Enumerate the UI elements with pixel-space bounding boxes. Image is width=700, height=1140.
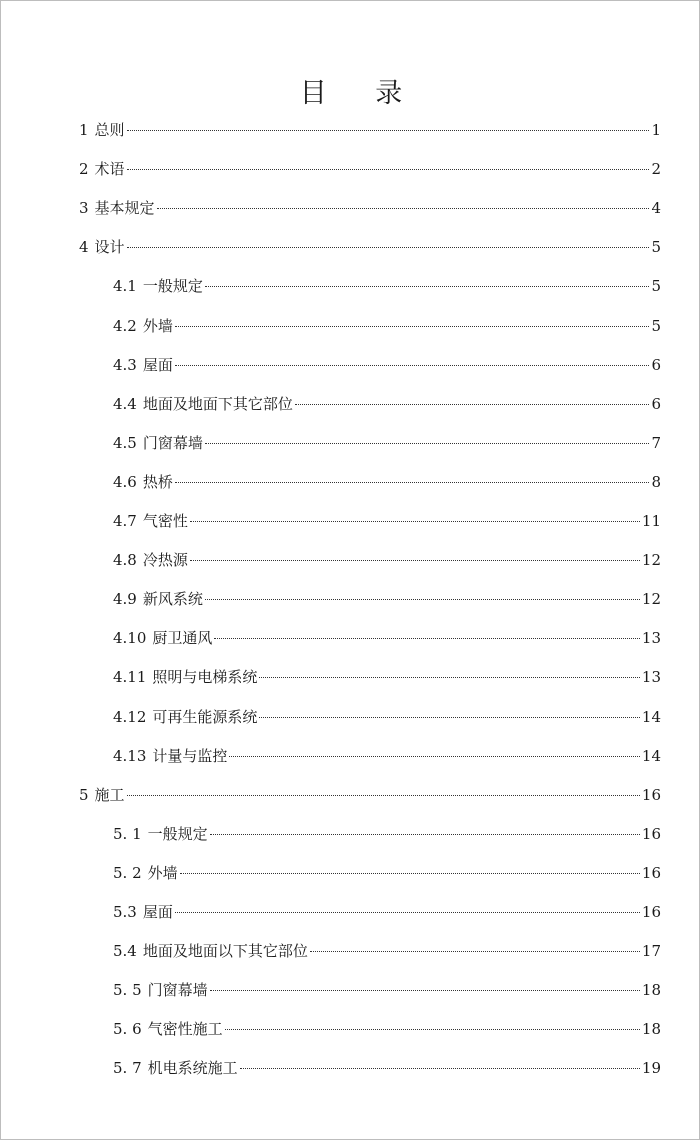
toc-entry-page-number: 8 — [651, 472, 661, 491]
toc-entry-page-number: 11 — [641, 512, 661, 530]
toc-entry-title: 地面及地面下其它部位 — [142, 394, 293, 413]
toc-entry-page-number: 13 — [641, 668, 661, 687]
toc-entry-page-number: 14 — [641, 746, 661, 765]
toc-entry-page-number: 5 — [651, 277, 661, 296]
toc-entry-number: 5. 1 — [113, 824, 142, 843]
toc-entry-title: 门窗幕墙 — [142, 433, 203, 452]
dot-leader — [229, 756, 639, 757]
toc-entry-title: 总则 — [94, 121, 125, 139]
toc-entry-title: 地面及地面以下其它部位 — [142, 942, 308, 961]
toc-entry-page-number: 16 — [641, 863, 661, 882]
toc-entry-page-number: 5 — [651, 316, 661, 335]
dot-leader — [210, 990, 640, 991]
toc-entry[interactable] — [113, 275, 661, 297]
toc-entry[interactable] — [113, 940, 661, 962]
toc-entry-title: 屋面 — [142, 355, 173, 374]
toc-entry-number: 4.5 — [113, 433, 137, 452]
toc-entry-number: 5.4 — [113, 942, 137, 961]
toc-entry-number: 4.7 — [113, 512, 137, 530]
toc-entry-number: 4.13 — [113, 746, 147, 765]
dot-leader — [205, 599, 640, 600]
toc-entry-page-number: 16 — [641, 903, 661, 921]
toc-entry[interactable] — [113, 549, 661, 571]
toc-entry-page-number: 2 — [651, 160, 661, 179]
dot-leader — [205, 286, 650, 287]
toc-entry-page-number: 19 — [641, 1059, 661, 1078]
toc-entry[interactable] — [113, 315, 661, 337]
toc-entry-page-number: 16 — [641, 824, 661, 843]
dot-leader — [259, 677, 639, 678]
toc-entry-page-number: 13 — [641, 629, 661, 648]
toc-entry-number: 5.3 — [113, 903, 137, 921]
toc-entry[interactable] — [113, 745, 661, 767]
page-title: 目 录 — [299, 78, 423, 109]
toc-entry-number: 5. 5 — [113, 981, 142, 1000]
toc-entry-number: 4.12 — [113, 707, 147, 726]
toc-entry[interactable] — [79, 158, 661, 180]
dot-leader — [259, 717, 639, 718]
dot-leader — [175, 326, 650, 327]
toc-entry-title: 术语 — [94, 160, 125, 179]
toc-entry-page-number: 12 — [641, 551, 661, 570]
toc-entry-number: 4.9 — [113, 590, 137, 609]
toc-entry-number: 4.11 — [113, 668, 147, 687]
toc-entry[interactable] — [79, 119, 661, 141]
dot-leader — [295, 404, 650, 405]
toc-entry[interactable] — [113, 862, 661, 884]
toc-entry-number: 5. 6 — [113, 1020, 142, 1039]
toc-entry-page-number: 7 — [651, 433, 661, 452]
toc-entry-title: 气密性施工 — [147, 1020, 223, 1039]
toc-entry[interactable] — [113, 1057, 661, 1079]
toc-entry-number: 4.4 — [113, 394, 137, 413]
toc-entry-title: 门窗幕墙 — [147, 981, 208, 1000]
dot-leader — [190, 560, 640, 561]
toc-entry-page-number: 6 — [651, 355, 661, 374]
toc-entry-title: 外墙 — [147, 863, 178, 882]
toc-entry-title: 一般规定 — [142, 277, 203, 296]
toc-entry-title: 照明与电梯系统 — [152, 668, 258, 687]
toc-entry-title: 厨卫通风 — [152, 629, 213, 648]
toc-entry-number: 3 — [79, 199, 89, 218]
dot-leader — [210, 834, 640, 835]
toc-entry[interactable] — [113, 706, 661, 728]
toc-entry-number: 1 — [79, 121, 89, 139]
toc-entry-number: 5. 7 — [113, 1059, 142, 1078]
dot-leader — [175, 912, 640, 913]
toc-entry[interactable] — [113, 823, 661, 845]
toc-entry-page-number: 6 — [651, 394, 661, 413]
dot-leader — [127, 795, 640, 796]
dot-leader — [190, 521, 640, 522]
toc-entry-page-number: 4 — [651, 199, 661, 218]
toc-entry[interactable] — [113, 393, 661, 415]
toc-entry-number: 5. 2 — [113, 863, 142, 882]
toc-entry[interactable] — [79, 236, 661, 258]
toc-entry-page-number: 5 — [651, 238, 661, 257]
toc-entry-title: 机电系统施工 — [147, 1059, 238, 1078]
dot-leader — [127, 247, 650, 248]
toc-entry-title: 冷热源 — [142, 551, 188, 570]
toc-entry-title: 基本规定 — [94, 199, 155, 218]
toc-entry-number: 4.6 — [113, 472, 137, 491]
toc-entry-number: 5 — [79, 785, 89, 804]
toc-entry-title: 可再生能源系统 — [152, 707, 258, 726]
toc-entry-title: 新风系统 — [142, 590, 203, 609]
toc-entry-title: 屋面 — [142, 903, 173, 921]
dot-leader — [157, 208, 650, 209]
toc-entry[interactable] — [113, 432, 661, 454]
toc-entry-title: 外墙 — [142, 316, 173, 335]
dot-leader — [240, 1068, 640, 1069]
dot-leader — [214, 638, 639, 639]
toc-entry-title: 施工 — [94, 785, 125, 804]
toc-entry-title: 一般规定 — [147, 824, 208, 843]
toc-entry-page-number: 12 — [641, 590, 661, 609]
toc-entry[interactable] — [113, 666, 661, 688]
toc-entry[interactable] — [113, 627, 661, 649]
toc-entry[interactable] — [113, 979, 661, 1001]
dot-leader — [127, 130, 650, 131]
toc-entry-page-number: 14 — [641, 707, 661, 726]
toc-entry-page-number: 1 — [651, 121, 661, 139]
toc-entry-number: 4.10 — [113, 629, 147, 648]
toc-entry[interactable] — [79, 197, 661, 219]
toc-entry[interactable] — [113, 354, 661, 376]
dot-leader — [310, 951, 640, 952]
toc-entry[interactable] — [79, 784, 661, 806]
toc-entry-title: 气密性 — [142, 512, 188, 530]
toc-entry[interactable] — [113, 901, 661, 923]
dot-leader — [205, 443, 650, 444]
toc-entry-number: 4.3 — [113, 355, 137, 374]
toc-entry[interactable] — [113, 471, 661, 493]
toc-entry-title: 计量与监控 — [152, 746, 228, 765]
toc-entry-page-number: 18 — [641, 1020, 661, 1039]
dot-leader — [180, 873, 640, 874]
toc-entry-page-number: 17 — [641, 942, 661, 961]
toc-entry-page-number: 16 — [641, 785, 661, 804]
toc-entry-page-number: 18 — [641, 981, 661, 1000]
toc-entry-number: 4 — [79, 238, 89, 257]
toc-entry-number: 2 — [79, 160, 89, 179]
dot-leader — [175, 365, 650, 366]
dot-leader — [225, 1029, 640, 1030]
toc-entry[interactable] — [113, 510, 661, 532]
toc-entry-title: 设计 — [94, 238, 125, 257]
toc-entry[interactable] — [113, 588, 661, 610]
toc-entry-number: 4.1 — [113, 277, 137, 296]
toc-entry-number: 4.8 — [113, 551, 137, 570]
toc-entry-title: 热桥 — [142, 472, 173, 491]
dot-leader — [127, 169, 650, 170]
dot-leader — [175, 482, 650, 483]
toc-entry-number: 4.2 — [113, 316, 137, 335]
toc-entry[interactable] — [113, 1018, 661, 1040]
